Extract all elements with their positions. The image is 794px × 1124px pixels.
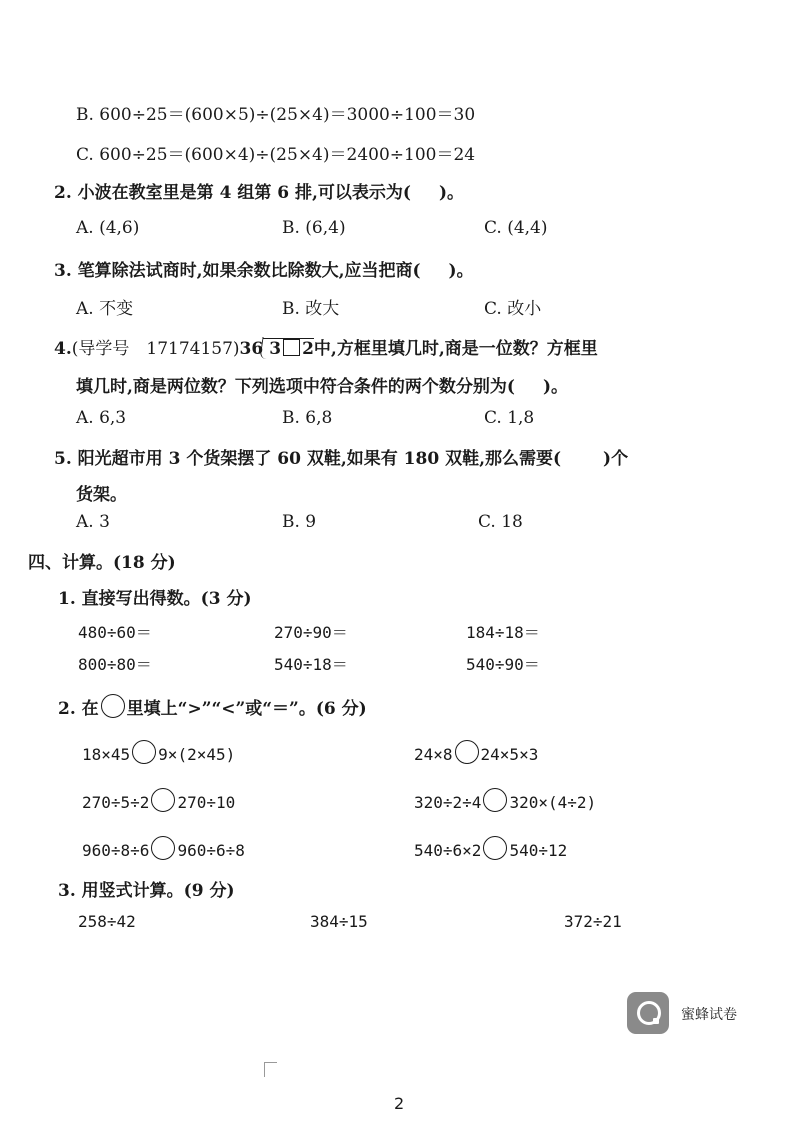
q4-divisor: 36 bbox=[239, 339, 264, 359]
compare-circle bbox=[151, 788, 175, 812]
s1-item-6: 540÷90＝ bbox=[466, 655, 540, 674]
q5-option-b: B. 9 bbox=[282, 512, 317, 532]
q2-option-a: A. (4,6) bbox=[76, 218, 140, 238]
circle-blank-icon bbox=[101, 694, 125, 718]
s1-item-1: 480÷60＝ bbox=[78, 623, 152, 642]
s2-item-1: 18×45 9×(2×45) bbox=[82, 740, 235, 764]
logo-text: 蜜蜂试卷 bbox=[681, 1007, 737, 1023]
scan-mark bbox=[264, 1062, 277, 1077]
s1-item-3: 184÷18＝ bbox=[466, 623, 540, 642]
s3-item-3: 372÷21 bbox=[564, 912, 622, 931]
q4-stem-line1: 4.(导学号 17174157)36 3 2中,方框里填几时,商是一位数？方框里 bbox=[54, 339, 598, 359]
q2-stem: 2. 小波在教室里是第 4 组第 6 排,可以表示为( )。 bbox=[54, 183, 465, 203]
q4-reference-number: (导学号 17174157) bbox=[71, 339, 240, 359]
s1-title: 1. 直接写出得数。(3 分) bbox=[58, 589, 252, 609]
s3-item-1: 258÷42 bbox=[78, 912, 136, 931]
logo-icon bbox=[627, 992, 669, 1034]
s2-item-3: 270÷5÷2 270÷10 bbox=[82, 788, 235, 812]
q5-option-c: C. 18 bbox=[478, 512, 523, 532]
compare-circle bbox=[455, 740, 479, 764]
s1-item-2: 270÷90＝ bbox=[274, 623, 348, 642]
q4-option-c: C. 1,8 bbox=[484, 408, 535, 428]
s2-item-5: 960÷8÷6 960÷6÷8 bbox=[82, 836, 245, 860]
section4-title: 四、计算。(18 分) bbox=[28, 553, 176, 573]
s3-item-2: 384÷15 bbox=[310, 912, 368, 931]
compare-circle bbox=[483, 788, 507, 812]
q3-option-b: B. 改大 bbox=[282, 299, 340, 319]
compare-circle bbox=[151, 836, 175, 860]
q4-long-division: 3 2 bbox=[263, 338, 314, 359]
q1-option-c: C. 600÷25＝(600×4)÷(25×4)＝2400÷100＝24 bbox=[76, 145, 476, 165]
s1-item-5: 540÷18＝ bbox=[274, 655, 348, 674]
s2-item-2: 24×8 24×5×3 bbox=[414, 740, 538, 764]
s1-item-4: 800÷80＝ bbox=[78, 655, 152, 674]
q2-option-b: B. (6,4) bbox=[282, 218, 346, 238]
q1-option-b: B. 600÷25＝(600×5)÷(25×4)＝3000÷100＝30 bbox=[76, 105, 476, 125]
s3-title: 3. 用竖式计算。(9 分) bbox=[58, 881, 235, 901]
q2-option-c: C. (4,4) bbox=[484, 218, 548, 238]
q4-stem-line2: 填几时,商是两位数？下列选项中符合条件的两个数分别为( )。 bbox=[76, 377, 569, 397]
q3-option-c: C. 改小 bbox=[484, 299, 542, 319]
q4-option-a: A. 6,3 bbox=[76, 408, 127, 428]
compare-circle bbox=[483, 836, 507, 860]
page-number: 2 bbox=[394, 1094, 405, 1113]
s2-title: 2. 在 里填上“>”“<”或“＝”。(6 分) bbox=[58, 694, 367, 719]
compare-circle bbox=[132, 740, 156, 764]
s2-item-6: 540÷6×2 540÷12 bbox=[414, 836, 567, 860]
q5-stem-line1: 5. 阳光超市用 3 个货架摆了 60 双鞋,如果有 180 双鞋,那么需要( )个 bbox=[54, 449, 629, 469]
q3-stem: 3. 笔算除法试商时,如果余数比除数大,应当把商( )。 bbox=[54, 261, 474, 281]
s2-item-4: 320÷2÷4 320×(4÷2) bbox=[414, 788, 596, 812]
q5-option-a: A. 3 bbox=[76, 512, 110, 532]
q3-option-a: A. 不变 bbox=[76, 299, 134, 319]
q4-blank-box bbox=[283, 339, 300, 356]
q5-stem-line2: 货架。 bbox=[76, 485, 127, 505]
q4-option-b: B. 6,8 bbox=[282, 408, 333, 428]
